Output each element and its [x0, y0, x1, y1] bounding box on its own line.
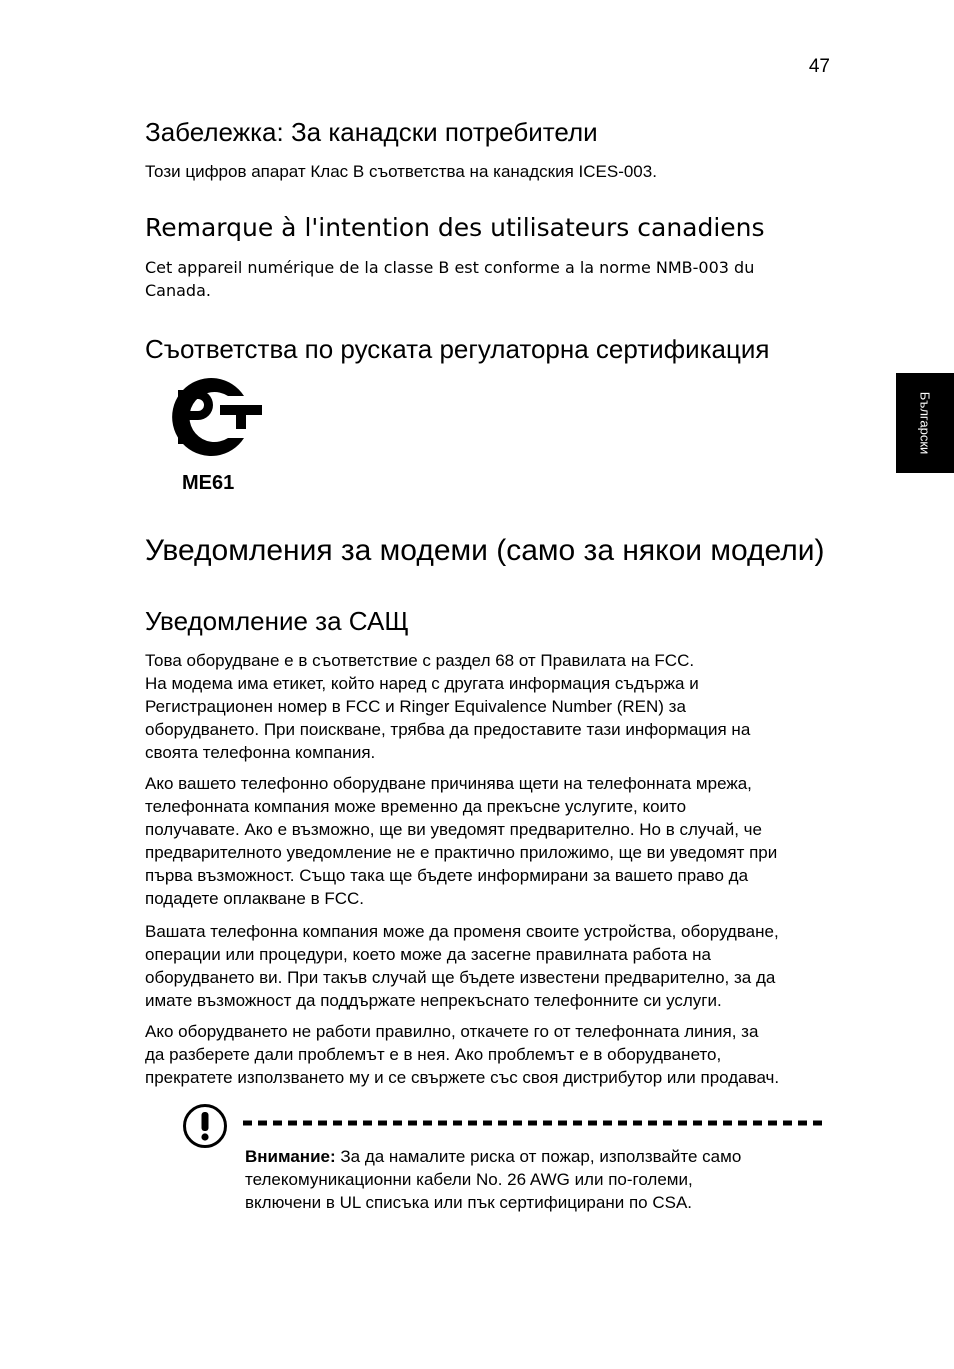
- rst-logo-t-stem: [236, 405, 246, 429]
- text-line: телефонната компания може временно да прекъсне услугите, които: [145, 797, 687, 816]
- text-line: Този цифров апарат Клас В съответства на канадския ICES-003.: [145, 162, 657, 181]
- heading-canada-bg: Забележка: За канадски потребители: [145, 117, 598, 147]
- text-line: Регистрационен номер в FCC и Ringer Equivalence Number (REN) за: [145, 697, 686, 716]
- text-line: Canada.: [145, 281, 211, 300]
- text-line: На модема има етикет, който наред с другата информация съдържа и: [145, 674, 699, 693]
- paragraph-usa-1: [145, 649, 835, 764]
- heading-russia: Съответства по руската регулаторна сертификация: [145, 334, 770, 364]
- paragraph-usa-4: [145, 1020, 835, 1089]
- heading-canada-fr: Remarque à l'intention des utilisateurs canadiens: [145, 213, 765, 242]
- warning-text: [245, 1145, 825, 1214]
- warning-label: Внимание:: [245, 1147, 336, 1166]
- text-line: имате възможност да поддържате непрекъснато телефонните си услуги.: [145, 991, 722, 1010]
- text-line: да разберете дали проблемът е в нея. Ако проблемът е в оборудването,: [145, 1045, 722, 1064]
- language-side-tab-label: Български: [917, 391, 933, 455]
- paragraph-usa-2: [145, 772, 835, 910]
- text-line: своята телефонна компания.: [145, 743, 376, 762]
- text-line: Това оборудване е в съответствие с раздел 68 от Правилата на FCC.: [145, 651, 695, 670]
- text-line: получавате. Ако е възможно, ще ви уведомят предварително. Но в случай, че: [145, 820, 762, 839]
- text-line: оборудването. При поискване, трябва да предоставите тази информация на: [145, 720, 751, 739]
- paragraph-canada-bg: [145, 160, 835, 183]
- paragraph-canada-fr: [145, 256, 835, 302]
- text-line: включени в UL списъка или пък сертифицирани по CSA.: [245, 1193, 693, 1212]
- language-side-tab: [896, 373, 954, 473]
- text-line: подадете оплакване в FCC.: [145, 889, 364, 908]
- text-line: Cet appareil numérique de la classe B est conforme a la norme NMB-003 du: [145, 258, 755, 277]
- text-line: Ако вашето телефонно оборудване причинява щети на телефонната мрежа,: [145, 774, 752, 793]
- warning-icon: [182, 1103, 228, 1149]
- text-line: Ако оборудването не работи правилно, откачете го от телефонната линия, за: [145, 1022, 759, 1041]
- text-line: първа възможност. Също така ще бъдете информирани за вашето право да: [145, 866, 749, 885]
- page-number: 47: [808, 56, 830, 77]
- heading-usa: Уведомление за САЩ: [145, 606, 409, 636]
- heading-modems: Уведомления за модеми (само за някои модели): [145, 534, 825, 567]
- rst-logo-caption: ME61: [182, 472, 235, 494]
- warning-first-line: [245, 1145, 825, 1168]
- text-line: телекомуникационни кабели No. 26 AWG или по-големи,: [245, 1170, 693, 1189]
- text-line: оборудването ви. При такъв случай ще бъдете известени предварително, за да: [145, 968, 776, 987]
- text-line: операции или процедури, което може да засегне правилната работа на: [145, 945, 711, 964]
- text-line: Вашата телефонна компания може да променя своите устройства, оборудване,: [145, 922, 779, 941]
- text-line: прекратете използването му и се свържете със своя дистрибутор или продавач.: [145, 1068, 780, 1087]
- paragraph-usa-3: [145, 920, 835, 1012]
- text-line: предварителното уведомление не е практично приложимо, ще ви уведомят при: [145, 843, 778, 862]
- text-line: За да намалите риска от пожар, използвайте само: [340, 1147, 742, 1166]
- warning-dashed-divider: [243, 1120, 826, 1126]
- rst-certification-logo: [158, 376, 264, 458]
